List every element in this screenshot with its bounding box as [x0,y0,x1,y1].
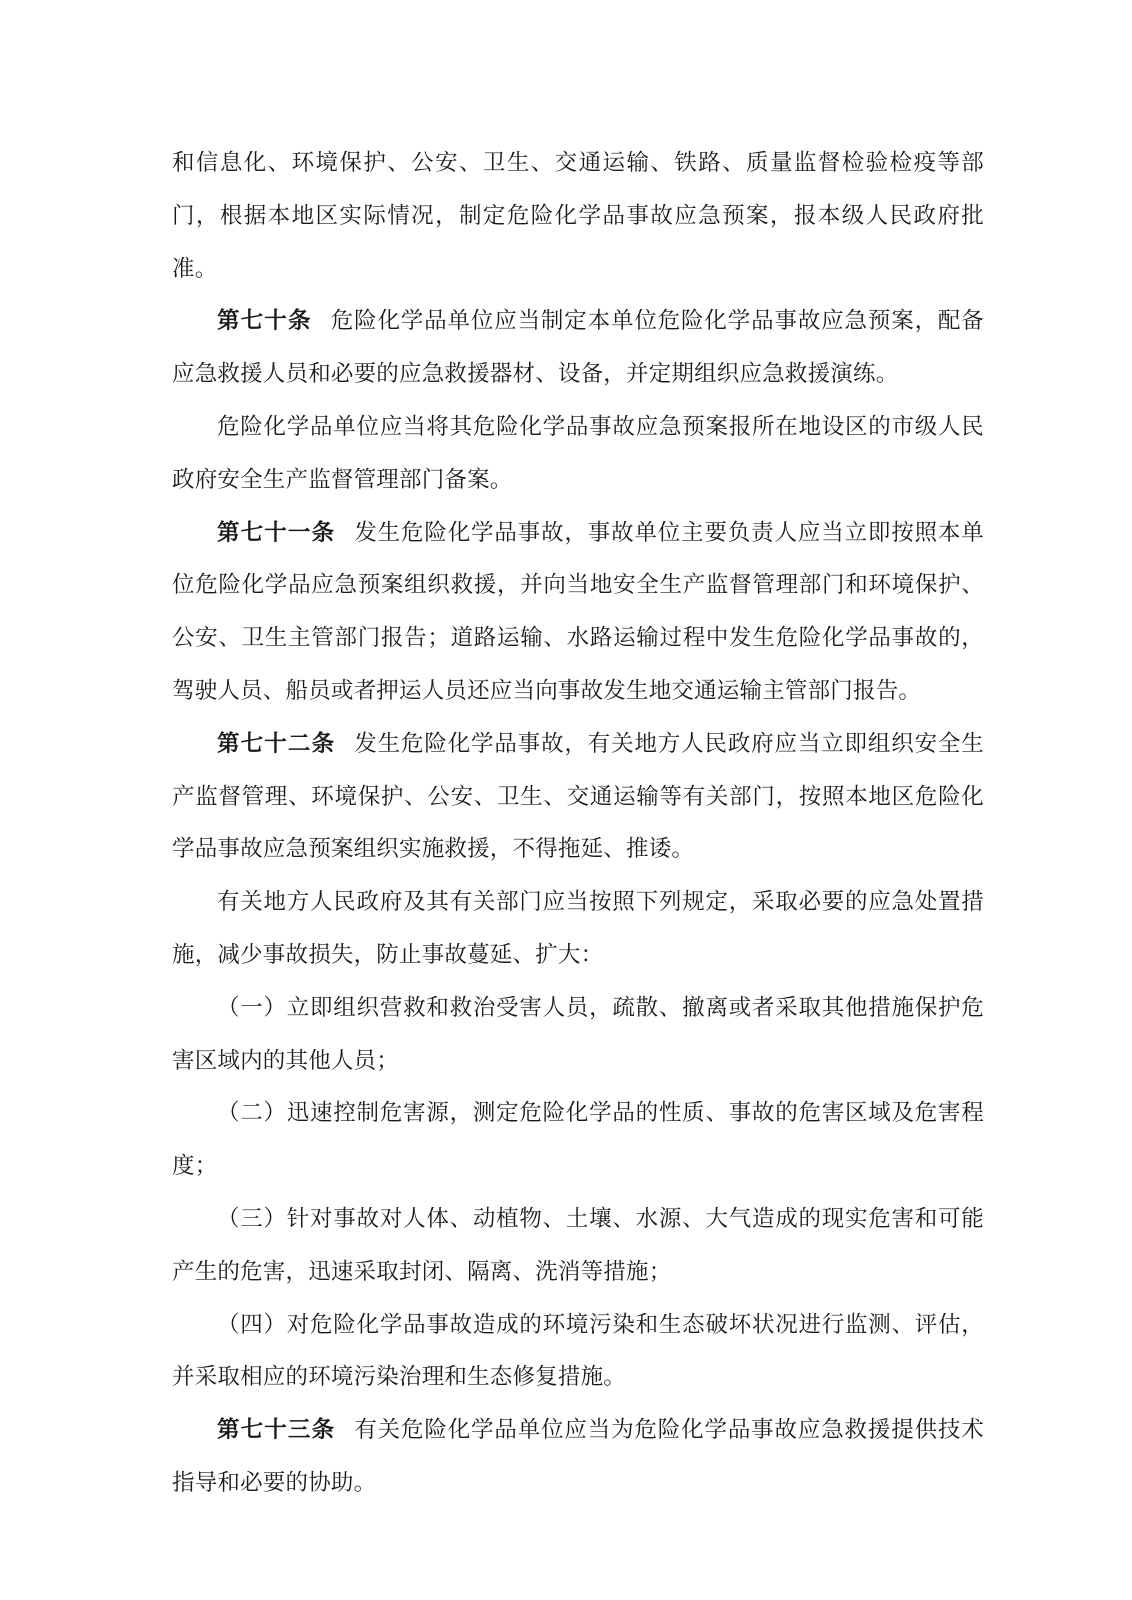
article-number: 第七十条 [217,308,312,334]
paragraph-article-70 [172,295,984,401]
paragraph-article-73 [172,1404,984,1510]
paragraph-item-4 [172,1299,984,1405]
paragraph-text: 有关地方人民政府及其有关部门应当按照下列规定，采取必要的应急处置措施，减少事故损失，防止事故蔓延、扩大： [172,889,984,967]
paragraph-article-71 [172,507,984,718]
paragraph-text: （一）立即组织营救和救治受害人员，疏散、撤离或者采取其他措施保护危害区域内的其他人员； [172,994,984,1073]
paragraph-item-1 [172,982,984,1088]
paragraph-item-3 [172,1193,984,1299]
paragraph-text: （四）对危险化学品事故造成的环境污染和生态破坏状况进行监测、评估，并采取相应的环境污染治理和生态修复措施。 [172,1311,984,1390]
article-number: 第七十三条 [217,1417,336,1443]
paragraph-text: 危险化学品单位应当将其危险化学品事故应急预案报所在地设区的市级人民政府安全生产监督管理部门备案。 [172,413,984,492]
article-number: 第七十二条 [217,730,336,756]
paragraph-article-70-clause-2 [172,401,984,507]
paragraph-article-72-clause-2 [172,876,984,982]
paragraph-text: 危险化学品单位应当制定本单位危险化学品事故应急预案，配备应急救援人员和必要的应急救援器材、设备，并定期组织应急救援演练。 [172,308,984,387]
paragraph-text: （三）针对事故对人体、动植物、土壤、水源、大气造成的现实危害和可能产生的危害，迅速采取封闭、隔离、洗消等措施； [172,1205,984,1284]
article-number: 第七十一条 [217,519,336,545]
paragraph-text: 和信息化、环境保护、公安、卫生、交通运输、铁路、质量监督检验检疫等部门，根据本地区实际情况，制定危险化学品事故应急预案，报本级人民政府批准。 [172,150,984,281]
paragraph-article-72 [172,718,984,876]
paragraph-text: 发生危险化学品事故，有关地方人民政府应当立即组织安全生产监督管理、环境保护、公安、卫生、交通运输等有关部门，按照本地区危险化学品事故应急预案组织实施救援，不得拖延、推诿。 [172,730,984,862]
paragraph-text: 有关危险化学品单位应当为危险化学品事故应急救援提供技术指导和必要的协助。 [172,1417,984,1495]
paragraph-item-2 [172,1087,984,1193]
paragraph-text: （二）迅速控制危害源，测定危险化学品的性质、事故的危害区域及危害程度； [172,1100,984,1179]
page-content [172,137,984,1510]
paragraph-text: 发生危险化学品事故，事故单位主要负责人应当立即按照本单位危险化学品应急预案组织救援，并向当地安全生产监督管理部门和环境保护、公安、卫生主管部门报告；道路运输、水路运输过程中发生危险化学品事故的，驾驶人员、船员或者押运人员还应当向事故发生地交通运输主管部门报告。 [172,519,984,703]
paragraph-continuation [172,137,984,295]
